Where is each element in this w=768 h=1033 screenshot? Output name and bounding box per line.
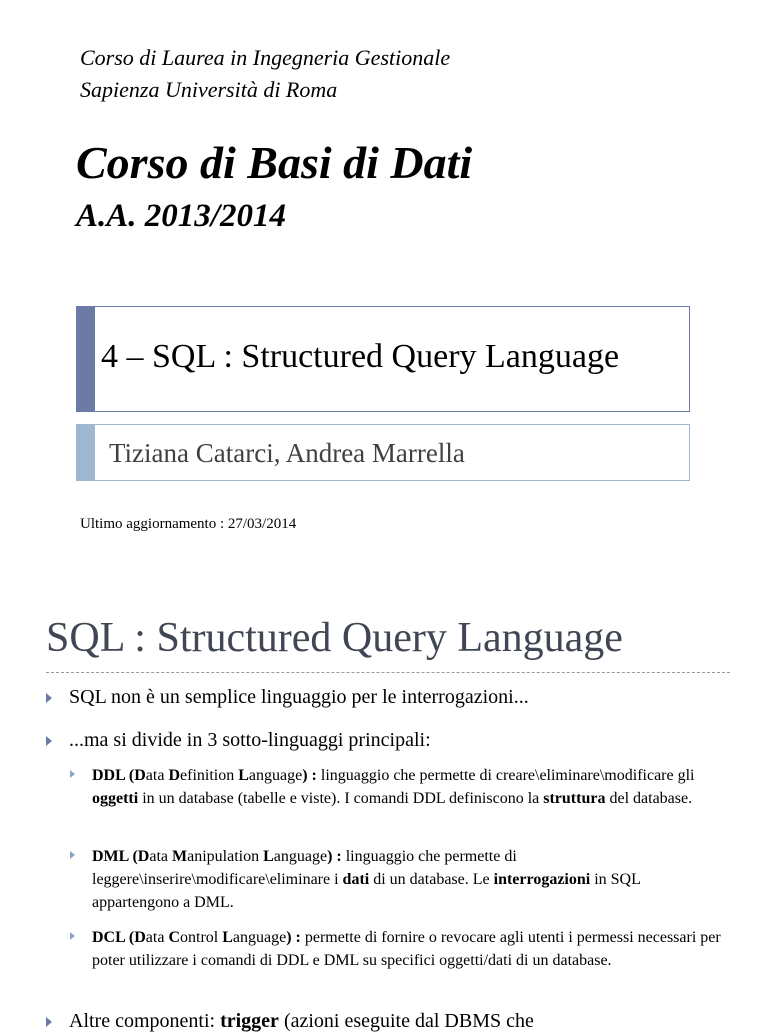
bullet-text: SQL non è un semplice linguaggio per le interrogazioni... bbox=[69, 686, 529, 708]
bullet-arrow-icon bbox=[46, 1017, 52, 1027]
university-header bbox=[80, 42, 450, 106]
bullet-text: ...ma si divide in 3 sotto-linguaggi principali: bbox=[69, 729, 431, 751]
dml-text: DML (Data Manipulation Language) : linguaggio che permette di leggere\inserire\modificare\eliminare i dati di un database. Le interrogazioni in SQL appartengono a DML. bbox=[92, 848, 641, 911]
bullet-arrow-icon bbox=[46, 736, 52, 746]
authors: Tiziana Catarci, Andrea Marrella bbox=[109, 438, 465, 468]
lecture-title-accent-bar bbox=[77, 307, 95, 411]
authors-accent-bar bbox=[77, 425, 95, 480]
bullet-arrow-icon bbox=[46, 693, 52, 703]
sub-bullet-arrow-icon bbox=[70, 770, 75, 778]
authors-box bbox=[76, 424, 690, 481]
last-updated: Ultimo aggiornamento : 27/03/2014 bbox=[80, 516, 297, 532]
lecture-title-box bbox=[76, 306, 690, 412]
ddl-text: DDL (Data Definition Language) : linguaggio che permette di creare\eliminare\modificare gli oggetti in un database (tabelle e viste). I comandi DDL definiscono la struttura del database. bbox=[92, 767, 695, 807]
dcl-text: DCL (Data Control Language) : permette di fornire o revocare agli utenti i permessi necessari per poter utilizzare i comandi di DDL e DML su specifici oggetti/dati di un database. bbox=[92, 929, 721, 969]
university-name: Sapienza Università di Roma bbox=[80, 77, 338, 102]
academic-year: A.A. 2013/2014 bbox=[76, 198, 286, 234]
bullet-text: Altre componenti: trigger (azioni eseguite dal DBMS che bbox=[69, 1010, 534, 1032]
title-divider bbox=[46, 672, 730, 673]
degree-program: Corso di Laurea in Ingegneria Gestionale bbox=[80, 45, 451, 70]
course-title: Corso di Basi di Dati bbox=[76, 137, 473, 188]
sub-bullet-arrow-icon bbox=[70, 932, 75, 940]
lecture-title: 4 – SQL : Structured Query Language bbox=[101, 338, 620, 375]
sub-bullet-arrow-icon bbox=[70, 851, 75, 859]
slide-title: SQL : Structured Query Language bbox=[46, 615, 623, 661]
